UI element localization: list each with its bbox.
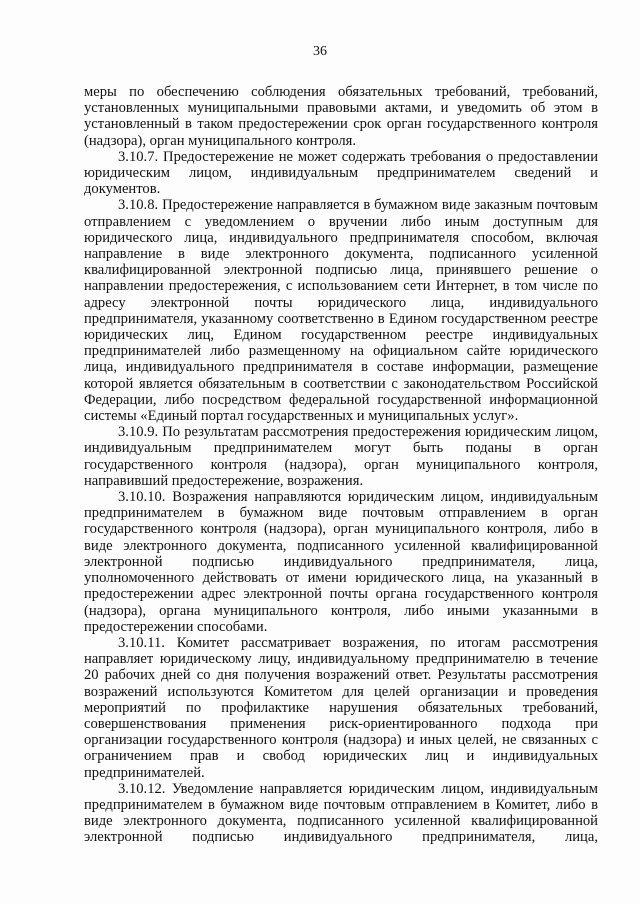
paragraph-3-10-9: 3.10.9. По результатам рассмотрения предостережения юридическим лицом, индивидуальным предпринимателем могут быть поданы в орган государственного контроля (надзора), орган муниципального контроля, направивший предостережение, возражения.: [84, 424, 598, 489]
paragraph-3-10-11: 3.10.11. Комитет рассматривает возражения, по итогам рассмотрения направляет юридическому лицу, индивидуальному предпринимателю в течение 20 рабочих дней со дня получения возражений ответ. Результаты рассмотрения возражений используются Комитетом для целей организации и проведения мероприятий по профилактике нарушения обязательных требований, совершенствования применения риск-ориентированного подхода при организации государственного контроля (надзора) и иных целей, не связанных с ограничением прав и свобод юридических лиц и индивидуальных предпринимателей.: [84, 634, 598, 781]
paragraph-3-10-10: 3.10.10. Возражения направляются юридическим лицом, индивидуальным предпринимателем в бумажном виде почтовым отправлением в орган государственного контроля (надзора), орган муниципального контроля, либо в виде электронного документа, подписанного усиленной квалифицированной электронной подписью индивидуального предпринимателя, лица, уполномоченного действовать от имени юридического лица, на указанный в предостережении адрес электронной почты органа государственного контроля (надзора), органа муниципального контроля, либо иными указанными в предостережении способами.: [84, 489, 598, 635]
paragraph-3-10-12: 3.10.12. Уведомление направляется юридическим лицом, индивидуальным предпринимателем в бумажном виде почтовым отправлением в Комитет, либо в виде электронного документа, подписанного усиленной квалифицированной электронной подписью индивидуального предпринимателя, лица,: [84, 780, 598, 846]
paragraph-3-10-7: 3.10.7. Предостережение не может содержать требования о предоставлении юридическим лицом, индивидуальным предпринимателем сведений и документов.: [84, 148, 598, 198]
paragraph-continuation: меры по обеспечению соблюдения обязательных требований, требований, установленных муниципальными правовыми актами, и уведомить об этом в установленный в таком предостережении срок орган государственного контроля (надзора), орган муниципального контроля.: [84, 84, 598, 149]
paragraph-3-10-8: 3.10.8. Предостережение направляется в бумажном виде заказным почтовым отправлением с уведомлением о вручении либо иным доступным для юридического лица, индивидуального предпринимателя способом, включая направление в виде электронного документа, подписанного усиленной квалифицированной электронной подписью лица, принявшего решение о направлении предостережения, с использованием сети Интернет, в том числе по адресу электронной почты юридического лица, индивидуального предпринимателя, указанному соответственно в Едином государственном реестре юридических лиц, Едином государственном реестре индивидуальных предпринимателей либо размещенному на официальном сайте юридического лица, индивидуального предпринимателя в составе информации, размещение которой является обязательным в соответствии с законодательством Российской Федерации, либо посредством федеральной государственной информационной системы «Единый портал государственных и муниципальных услуг».: [84, 197, 598, 425]
body-text: [84, 84, 598, 846]
page-number: 36: [313, 44, 327, 59]
